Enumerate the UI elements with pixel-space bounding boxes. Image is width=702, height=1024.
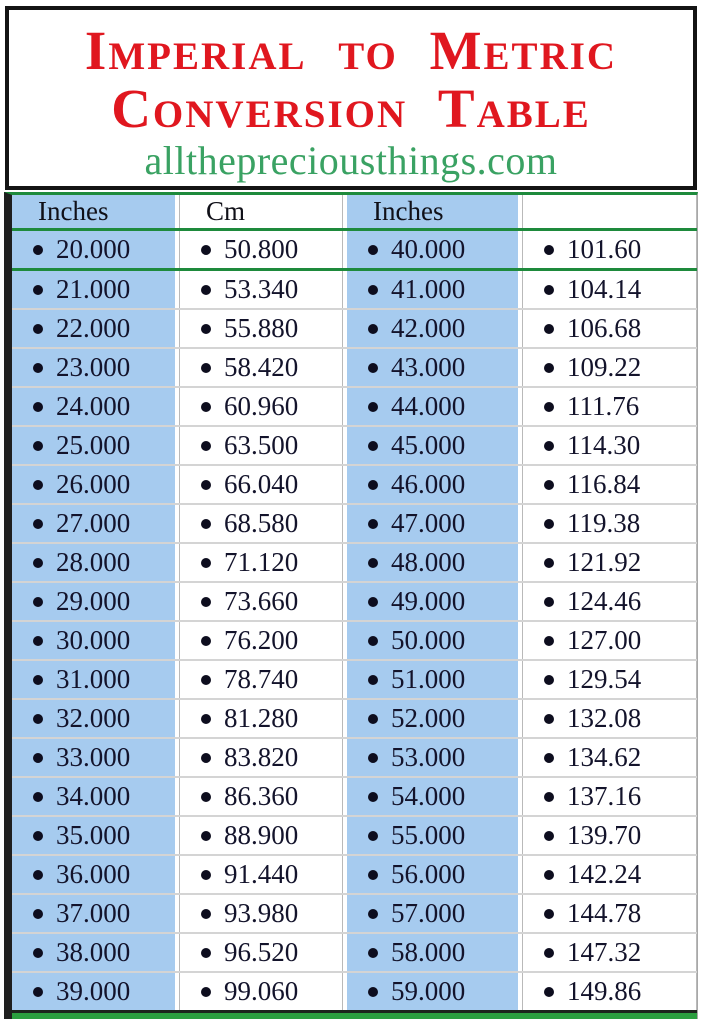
bullet-icon (368, 480, 378, 490)
table-row (12, 583, 697, 622)
cell-value: 137.16 (567, 781, 642, 811)
bullet-icon (201, 285, 211, 295)
table-cell (179, 310, 343, 347)
bullet-icon (201, 870, 211, 880)
table-cell (522, 466, 697, 503)
table-cell (12, 544, 175, 581)
cell-value: 53.000 (391, 742, 466, 772)
table-row (12, 856, 697, 895)
cell-value: 63.500 (224, 430, 299, 460)
cell-value: 147.32 (567, 937, 642, 967)
column-header-inches-right: Inches (347, 195, 518, 228)
table-cell (179, 739, 343, 776)
cell-value: 39.000 (56, 976, 131, 1006)
cell-value: 88.900 (224, 820, 299, 850)
bullet-icon (368, 441, 378, 451)
table-cell (522, 895, 697, 932)
cell-value: 52.000 (391, 703, 466, 733)
table-cell (12, 388, 175, 425)
cell-value: 53.340 (224, 274, 299, 304)
bullet-icon (33, 831, 43, 841)
bullet-icon (201, 831, 211, 841)
bullet-icon (33, 245, 43, 255)
cell-value: 45.000 (391, 430, 466, 460)
column-header-cm-right (522, 195, 697, 228)
bullet-icon (201, 363, 211, 373)
table-cell (522, 973, 697, 1010)
cell-value: 50.800 (224, 234, 299, 264)
bullet-icon (544, 909, 554, 919)
table-cell (522, 700, 697, 737)
cell-value: 91.440 (224, 859, 299, 889)
cell-value: 43.000 (391, 352, 466, 382)
bullet-icon (201, 441, 211, 451)
table-cell (347, 817, 518, 854)
table-cell (12, 895, 175, 932)
cell-value: 34.000 (56, 781, 131, 811)
bullet-icon (33, 519, 43, 529)
table-cell (347, 622, 518, 659)
table-bottom-green-line (12, 1013, 697, 1019)
cell-value: 104.14 (567, 274, 642, 304)
table-cell (12, 466, 175, 503)
table-cell (522, 310, 697, 347)
cell-value: 50.000 (391, 625, 466, 655)
table-cell (347, 739, 518, 776)
table-cell (179, 544, 343, 581)
bullet-icon (368, 402, 378, 412)
bullet-icon (33, 597, 43, 607)
table-cell (179, 349, 343, 386)
bullet-icon (544, 948, 554, 958)
cell-value: 44.000 (391, 391, 466, 421)
table-row (12, 505, 697, 544)
cell-value: 81.280 (224, 703, 299, 733)
table-row (12, 466, 697, 505)
bullet-icon (33, 753, 43, 763)
bullet-icon (33, 285, 43, 295)
table-cell (347, 895, 518, 932)
table-cell (522, 271, 697, 308)
cell-value: 51.000 (391, 664, 466, 694)
bullet-icon (368, 870, 378, 880)
bullet-icon (201, 714, 211, 724)
bullet-icon (33, 441, 43, 451)
cell-value: 114.30 (567, 430, 641, 460)
table-cell (522, 349, 697, 386)
cell-value: 58.420 (224, 352, 299, 382)
bullet-icon (544, 558, 554, 568)
table-cell (12, 231, 175, 268)
cell-value: 33.000 (56, 742, 131, 772)
table-cell (12, 778, 175, 815)
table-cell (12, 661, 175, 698)
table-cell (179, 583, 343, 620)
cell-value: 40.000 (391, 234, 466, 264)
cell-value: 121.92 (567, 547, 642, 577)
table-row (12, 934, 697, 973)
cell-value: 127.00 (567, 625, 642, 655)
website-url: allthepreciousthings.com (144, 138, 558, 183)
table-cell (522, 388, 697, 425)
cell-value: 142.24 (567, 859, 642, 889)
table-cell (179, 856, 343, 893)
cell-value: 68.580 (224, 508, 299, 538)
cell-value: 38.000 (56, 937, 131, 967)
bullet-icon (544, 285, 554, 295)
bullet-icon (201, 792, 211, 802)
table-header-row (12, 195, 697, 231)
cell-value: 109.22 (567, 352, 642, 382)
table-cell (179, 271, 343, 308)
bullet-icon (368, 519, 378, 529)
cell-value: 23.000 (56, 352, 131, 382)
cell-value: 149.86 (567, 976, 642, 1006)
bullet-icon (201, 324, 211, 334)
cell-value: 24.000 (56, 391, 131, 421)
cell-value: 31.000 (56, 664, 131, 694)
bullet-icon (33, 792, 43, 802)
cell-value: 28.000 (56, 547, 131, 577)
bullet-icon (201, 987, 211, 997)
cell-value: 59.000 (391, 976, 466, 1006)
cell-value: 54.000 (391, 781, 466, 811)
cell-value: 71.120 (224, 547, 299, 577)
table-cell (347, 271, 518, 308)
bullet-icon (33, 636, 43, 646)
table-cell (347, 427, 518, 464)
bullet-icon (544, 987, 554, 997)
cell-value: 47.000 (391, 508, 466, 538)
table-cell (179, 388, 343, 425)
cell-value: 56.000 (391, 859, 466, 889)
bullet-icon (544, 324, 554, 334)
conversion-table-body (12, 231, 697, 1010)
table-cell (522, 583, 697, 620)
bullet-icon (544, 675, 554, 685)
table-cell (179, 934, 343, 971)
cell-value: 41.000 (391, 274, 466, 304)
cell-value: 119.38 (567, 508, 641, 538)
bullet-icon (368, 363, 378, 373)
cell-value: 21.000 (56, 274, 131, 304)
bullet-icon (201, 675, 211, 685)
table-cell (12, 739, 175, 776)
table-cell (179, 973, 343, 1010)
table-cell (522, 817, 697, 854)
bullet-icon (33, 987, 43, 997)
bullet-icon (368, 245, 378, 255)
bullet-icon (544, 870, 554, 880)
table-row (12, 973, 697, 1010)
table-cell (522, 934, 697, 971)
bullet-icon (201, 753, 211, 763)
cell-value: 36.000 (56, 859, 131, 889)
table-cell (522, 505, 697, 542)
cell-value: 111.76 (567, 391, 640, 421)
bullet-icon (544, 441, 554, 451)
cell-value: 29.000 (56, 586, 131, 616)
column-header-cm-left: Cm (179, 195, 343, 228)
table-cell (12, 622, 175, 659)
cell-value: 96.520 (224, 937, 299, 967)
bullet-icon (33, 675, 43, 685)
table-cell (12, 349, 175, 386)
bullet-icon (368, 831, 378, 841)
bullet-icon (201, 636, 211, 646)
column-header-inches-left: Inches (12, 195, 175, 228)
bullet-icon (544, 714, 554, 724)
header-box (5, 6, 697, 190)
cell-value: 30.000 (56, 625, 131, 655)
table-cell (179, 505, 343, 542)
table-row (12, 622, 697, 661)
table-row (12, 349, 697, 388)
table-row (12, 544, 697, 583)
bullet-icon (33, 480, 43, 490)
table-cell (12, 271, 175, 308)
table-row (12, 661, 697, 700)
bullet-icon (33, 363, 43, 373)
page-title-line-1: Imperial to Metric (84, 20, 618, 81)
table-row (12, 388, 697, 427)
bullet-icon (368, 597, 378, 607)
cell-value: 106.68 (567, 313, 642, 343)
table-cell (179, 622, 343, 659)
table-cell (347, 231, 518, 268)
table-cell (347, 466, 518, 503)
cell-value: 73.660 (224, 586, 299, 616)
table-cell (522, 544, 697, 581)
table-row (12, 778, 697, 817)
cell-value: 60.960 (224, 391, 299, 421)
table-cell (179, 817, 343, 854)
table-cell (347, 778, 518, 815)
bullet-icon (33, 948, 43, 958)
table-cell (347, 934, 518, 971)
bullet-icon (544, 402, 554, 412)
bullet-icon (544, 792, 554, 802)
bullet-icon (368, 675, 378, 685)
bullet-icon (201, 402, 211, 412)
bullet-icon (544, 636, 554, 646)
cell-value: 26.000 (56, 469, 131, 499)
table-cell (522, 856, 697, 893)
bullet-icon (544, 245, 554, 255)
table-cell (12, 817, 175, 854)
table-cell (347, 310, 518, 347)
cell-value: 66.040 (224, 469, 299, 499)
cell-value: 46.000 (391, 469, 466, 499)
table-row (12, 271, 697, 310)
table-cell (347, 973, 518, 1010)
bullet-icon (201, 480, 211, 490)
page-title-line-2: Conversion Table (111, 78, 591, 139)
table-cell (179, 427, 343, 464)
cell-value: 35.000 (56, 820, 131, 850)
table-cell (179, 231, 343, 268)
table-cell (12, 310, 175, 347)
bullet-icon (544, 831, 554, 841)
table-cell (347, 388, 518, 425)
table-cell (347, 583, 518, 620)
table-cell (179, 700, 343, 737)
cell-value: 20.000 (56, 234, 131, 264)
bullet-icon (33, 324, 43, 334)
bullet-icon (201, 519, 211, 529)
cell-value: 22.000 (56, 313, 131, 343)
cell-value: 55.880 (224, 313, 299, 343)
table-cell (522, 778, 697, 815)
cell-value: 25.000 (56, 430, 131, 460)
table-cell (347, 856, 518, 893)
bullet-icon (201, 948, 211, 958)
table-cell (12, 583, 175, 620)
table-cell (522, 661, 697, 698)
cell-value: 49.000 (391, 586, 466, 616)
bullet-icon (368, 636, 378, 646)
cell-value: 101.60 (567, 234, 642, 264)
table-cell (347, 661, 518, 698)
table-cell (347, 349, 518, 386)
bullet-icon (201, 909, 211, 919)
cell-value: 132.08 (567, 703, 642, 733)
table-cell (179, 466, 343, 503)
table-cell (522, 622, 697, 659)
cell-value: 93.980 (224, 898, 299, 928)
bullet-icon (368, 792, 378, 802)
cell-value: 27.000 (56, 508, 131, 538)
cell-value: 99.060 (224, 976, 299, 1006)
cell-value: 124.46 (567, 586, 642, 616)
bullet-icon (368, 948, 378, 958)
bullet-icon (544, 597, 554, 607)
table-row (12, 427, 697, 466)
table-row (12, 700, 697, 739)
cell-value: 139.70 (567, 820, 642, 850)
cell-value: 86.360 (224, 781, 299, 811)
table-cell (12, 505, 175, 542)
bullet-icon (544, 480, 554, 490)
cell-value: 144.78 (567, 898, 642, 928)
bullet-icon (33, 402, 43, 412)
cell-value: 37.000 (56, 898, 131, 928)
bullet-icon (201, 245, 211, 255)
cell-value: 48.000 (391, 547, 466, 577)
cell-value: 129.54 (567, 664, 642, 694)
bullet-icon (33, 714, 43, 724)
bullet-icon (368, 324, 378, 334)
bullet-icon (368, 714, 378, 724)
table-cell (347, 544, 518, 581)
table-row (12, 231, 697, 271)
cell-value: 32.000 (56, 703, 131, 733)
cell-value: 134.62 (567, 742, 642, 772)
table-cell (12, 973, 175, 1010)
cell-value: 58.000 (391, 937, 466, 967)
table-cell (347, 505, 518, 542)
cell-value: 78.740 (224, 664, 299, 694)
table-cell (179, 661, 343, 698)
table-cell (179, 778, 343, 815)
bullet-icon (368, 909, 378, 919)
table-cell (12, 700, 175, 737)
bullet-icon (368, 558, 378, 568)
bullet-icon (33, 558, 43, 568)
cell-value: 83.820 (224, 742, 299, 772)
conversion-table (4, 192, 698, 1019)
table-cell (179, 895, 343, 932)
bullet-icon (201, 558, 211, 568)
table-row (12, 310, 697, 349)
bullet-icon (33, 909, 43, 919)
bullet-icon (368, 285, 378, 295)
cell-value: 76.200 (224, 625, 299, 655)
table-row (12, 817, 697, 856)
table-cell (522, 427, 697, 464)
bullet-icon (544, 519, 554, 529)
table-cell (12, 427, 175, 464)
cell-value: 42.000 (391, 313, 466, 343)
bullet-icon (368, 753, 378, 763)
cell-value: 116.84 (567, 469, 641, 499)
bullet-icon (33, 870, 43, 880)
bullet-icon (368, 987, 378, 997)
table-cell (347, 700, 518, 737)
cell-value: 55.000 (391, 820, 466, 850)
bullet-icon (544, 753, 554, 763)
table-cell (522, 739, 697, 776)
table-row (12, 739, 697, 778)
bullet-icon (201, 597, 211, 607)
bullet-icon (544, 363, 554, 373)
table-cell (522, 231, 697, 268)
table-cell (12, 856, 175, 893)
table-cell (12, 934, 175, 971)
table-row (12, 895, 697, 934)
cell-value: 57.000 (391, 898, 466, 928)
